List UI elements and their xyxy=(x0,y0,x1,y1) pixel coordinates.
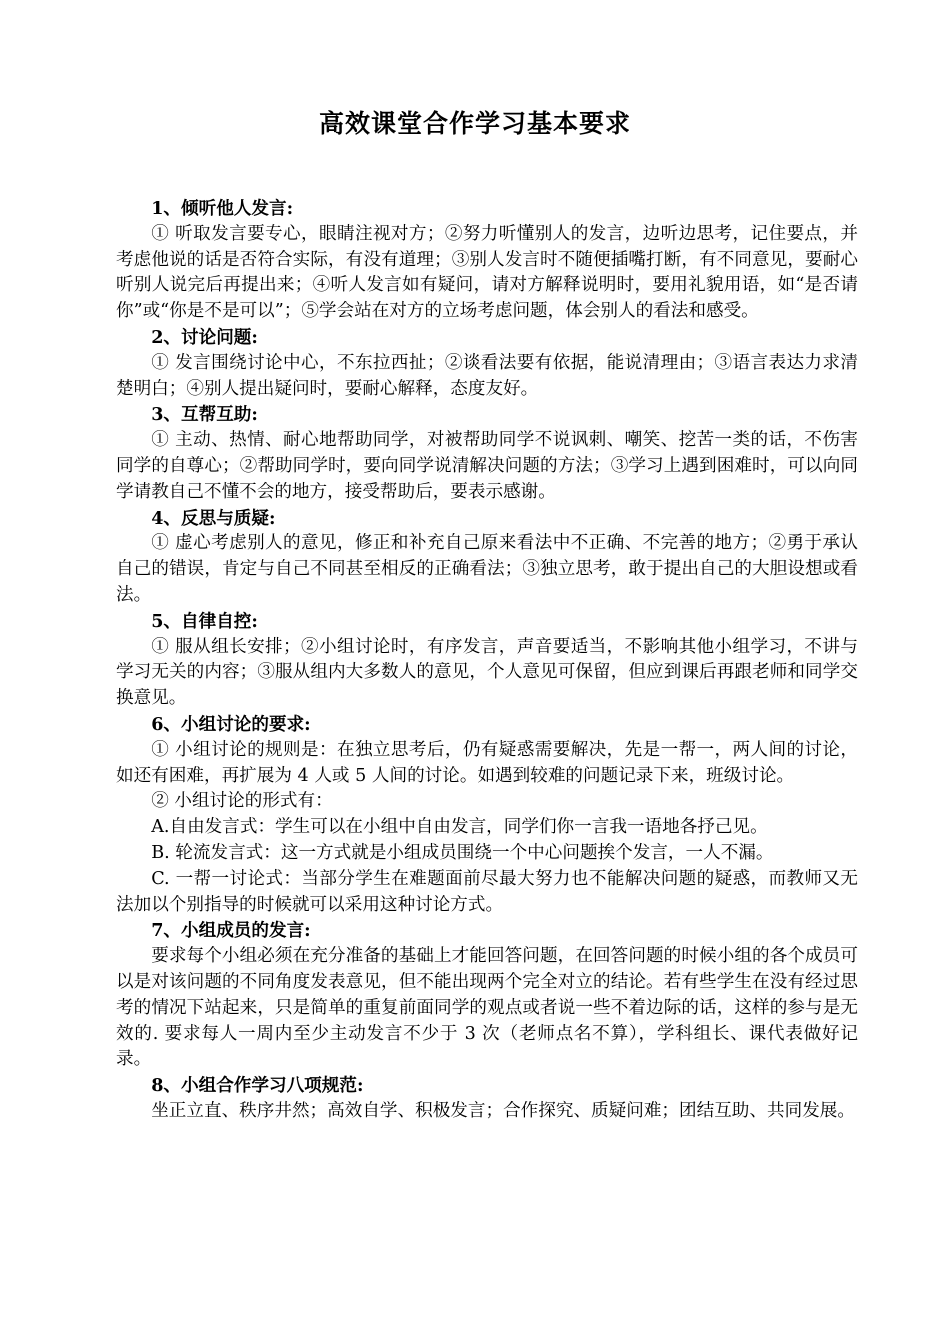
section-paragraph: B. 轮流发言式：这一方式就是小组成员围绕一个中心问题挨个发言，一人不漏。 xyxy=(151,842,774,863)
section-heading: 5、自律自控: xyxy=(151,610,258,632)
section-heading: 1、倾听他人发言: xyxy=(151,198,294,219)
section-paragraph: ① 服从组长安排；②小组讨论时，有序发言，声音要适当，不影响其他小组学习，不讲与学习无关的内容；③服从组内大多数人的意见，个人意见可保留，但应到课后再跟老师和同学交换意见。 xyxy=(116,636,858,709)
section-paragraph: 坐正立直、秩序井然；高效自学、积极发言；合作探究、质疑问难；团结互助、共同发展。 xyxy=(151,1100,855,1121)
section-heading: 4、反思与质疑: xyxy=(151,507,276,529)
section-paragraph: ① 虚心考虑别人的意见，修正和补充自己原来看法中不正确、不完善的地方；②勇于承认自己的错误，肯定与自己不同甚至相反的正确看法；③独立思考，敢于提出自己的大胆设想或看法。 xyxy=(116,533,858,605)
section-heading: 8、小组合作学习八项规范: xyxy=(151,1075,364,1097)
section-paragraph: ② 小组讨论的形式有： xyxy=(151,791,333,812)
document-title: 高效课堂合作学习基本要求 xyxy=(318,109,631,138)
section-paragraph: C. 一帮一讨论式：当部分学生在难题面前尽最大努力也不能解决问题的疑惑，而教师又无法加以个别指导的时候就可以采用这种讨论方式。 xyxy=(116,868,858,915)
document-body xyxy=(116,196,858,1125)
section-paragraph: A.自由发言式：学生可以在小组中自由发言，同学们你一言我一语地各抒己见。 xyxy=(151,817,768,838)
section-heading: 2、讨论问题: xyxy=(151,326,258,348)
section-paragraph: 要求每个小组必须在充分准备的基础上才能回答问题，在回答问题的时候小组的各个成员可以是对该问题的不同角度发表意见，但不能出现两个完全对立的结论。若有些学生在没有经过思考的情况下站起来，只是简单的重复前面同学的观点或者说一些不着边际的话，这样的参与是无效的. 要求每人一周内至少主动发言不少于 3 次（老师点名不算），学科组长、课代表做好记录。 xyxy=(116,946,858,1070)
section-heading: 7、小组成员的发言: xyxy=(151,920,311,942)
section-paragraph: ① 小组讨论的规则是：在独立思考后，仍有疑惑需要解决，先是一帮一，两人间的讨论，如还有困难，再扩展为 4 人或 5 人间的讨论。如遇到较难的问题记录下来，班级讨论。 xyxy=(116,739,858,786)
section-paragraph: ① 发言围绕讨论中心，不东拉西扯；②谈看法要有依据，能说清理由；③语言表达力求清楚明白；④别人提出疑问时，要耐心解释，态度友好。 xyxy=(116,352,858,399)
section-heading: 6、小组讨论的要求: xyxy=(151,713,311,735)
section-paragraph: ① 主动、热情、耐心地帮助同学，对被帮助同学不说讽刺、嘲笑、挖苦一类的话，不伤害同学的自尊心；②帮助同学时，要向同学说清解决问题的方法；③学习上遇到困难时，可以向同学请教自己不懂不会的地方，接受帮助后，要表示感谢。 xyxy=(116,430,858,502)
section-heading: 3、互帮互助: xyxy=(151,404,258,426)
section-paragraph: ① 听取发言要专心，眼睛注视对方；②努力听懂别人的发言，边听边思考，记住要点，并考虑他说的话是否符合实际，有没有道理；③别人发言时不随便插嘴打断，有不同意见，要耐心听别人说完后再提出来；④听人发言如有疑问，请对方解释说明时，要用礼貌用语，如“是否请你”或“你是不是可以”；⑤学会站在对方的立场考虑问题，体会别人的看法和感受。 xyxy=(116,223,858,322)
